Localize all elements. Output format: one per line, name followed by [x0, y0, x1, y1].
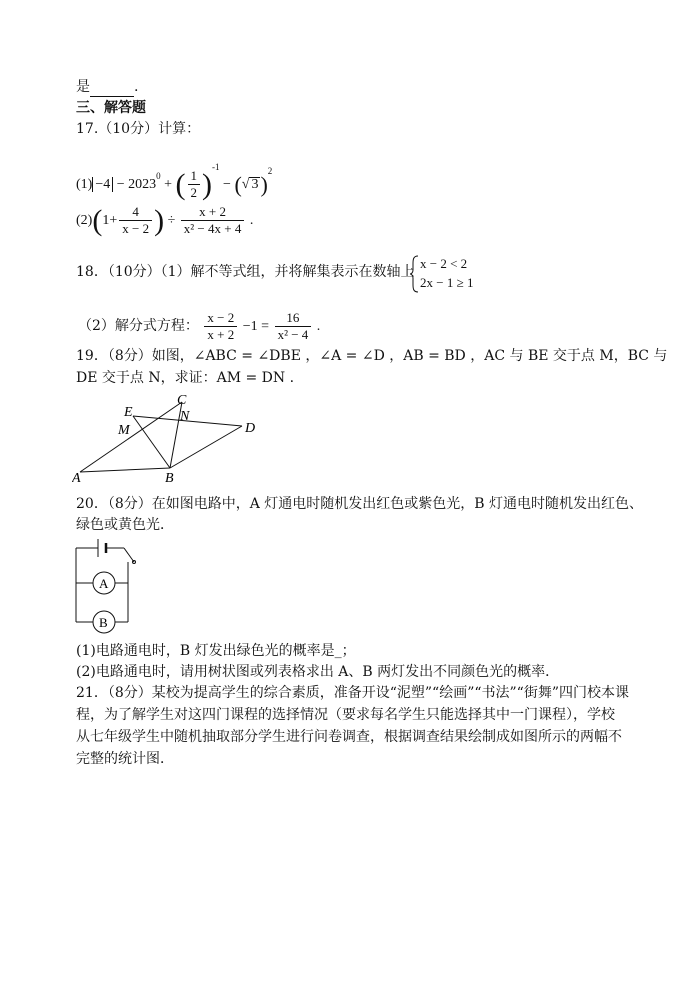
line-prefix: 是 — [76, 79, 90, 95]
inequality-system — [410, 254, 480, 294]
part-label: (1) — [76, 177, 93, 192]
question-17-part-2 — [76, 203, 253, 239]
fraction-4-over-x-minus-2 — [119, 204, 152, 237]
left-paren: ( — [175, 167, 186, 201]
lamp-b-label: B — [99, 615, 108, 630]
fraction-left — [204, 310, 237, 343]
segment-AB — [80, 468, 170, 472]
switch-lever — [124, 548, 134, 562]
period: . — [316, 319, 321, 334]
sqrt-radicand: 3 — [251, 177, 259, 192]
plus-sign: + — [164, 177, 173, 192]
denominator: x − 2 — [122, 221, 150, 237]
sqrt-sign: √ — [241, 177, 250, 192]
label-M: M — [118, 423, 130, 438]
fraction-one-half — [188, 168, 201, 201]
question-20-part-1: (1)电路通电时，B 灯发出绿色光的概率是_； — [76, 643, 356, 659]
right-paren: ) — [260, 171, 268, 197]
denominator: 2 — [190, 185, 198, 201]
divide-sign: ÷ — [167, 213, 176, 228]
section-heading: 三、解答题 — [76, 100, 146, 116]
numerator: 1 — [188, 168, 201, 185]
denominator: x² − 4 — [277, 327, 309, 343]
minus-one-equals: −1 = — [242, 319, 270, 334]
right-paren: ) — [154, 203, 165, 237]
geometry-figure — [72, 392, 272, 484]
question-18-part-2 — [78, 308, 320, 345]
fill-blank-line — [76, 77, 138, 97]
right-paren: ) — [202, 167, 213, 201]
absolute-value: −4 — [92, 177, 113, 192]
question-19-line-1: 19．（8分）如图，∠ABC = ∠DBE ，∠A = ∠D ，AB = BD ，AC 与 BE 交于点 M，BC 与 — [76, 348, 668, 364]
question-19-line-2: DE 交于点 N，求证：AM = DN . — [76, 370, 295, 386]
inequality-2: 2x − 1 ≥ 1 — [420, 275, 474, 290]
label-A: A — [72, 471, 81, 484]
question-20-part-2: (2)电路通电时，请用树状图或列表格求出 A、B 两灯发出不同颜色光的概率． — [76, 664, 560, 680]
part-label: (2) — [76, 213, 93, 228]
segment-BD — [170, 426, 242, 468]
inequality-1: x − 2 < 2 — [420, 256, 468, 271]
period: . — [249, 213, 254, 228]
minus-year: − 2023 — [116, 177, 157, 192]
one-plus: 1+ — [102, 213, 118, 228]
minus-sign: − — [223, 177, 231, 192]
question-17-part-1 — [76, 150, 272, 202]
numerator: x + 2 — [181, 204, 245, 221]
exponent-neg-one: -1 — [212, 162, 220, 172]
label-C: C — [177, 393, 187, 408]
label-E: E — [124, 405, 133, 420]
segment-BE — [133, 416, 170, 468]
question-20-line-1: 20．（8分）在如图电路中，A 灯通电时随机发出红色或紫色光，B 灯通电时随机发出红色、 — [76, 496, 644, 512]
numerator: 4 — [119, 204, 152, 221]
question-21-line-1: 21．（8分）某校为提高学生的综合素质，准备开设“泥塑”“绘画”“书法”“街舞”四门校本课 — [76, 685, 629, 701]
question-18-title: 18．（10分）（1）解不等式组，并将解集表示在数轴上 — [76, 264, 415, 280]
exponent-two: 2 — [267, 166, 273, 176]
part-label: （2）解分式方程： — [78, 318, 199, 334]
numerator: x − 2 — [204, 310, 237, 327]
label-N: N — [180, 409, 190, 424]
fraction-second — [181, 204, 245, 237]
exponent-zero: 0 — [156, 171, 161, 181]
denominator: x² − 4x + 4 — [183, 221, 242, 237]
question-17-title: 17.（10分）计算： — [76, 121, 201, 137]
question-21-line-3: 从七年级学生中随机抽取部分学生进行问卷调查，根据调查结果绘制成如图所示的两幅不 — [76, 729, 622, 745]
question-20-line-2: 绿色或黄色光． — [76, 517, 174, 533]
label-B: B — [165, 471, 174, 484]
numerator: 16 — [275, 310, 312, 327]
label-D: D — [245, 421, 256, 436]
fraction-right — [275, 310, 312, 343]
lamp-a-label: A — [99, 576, 109, 591]
left-paren: ( — [234, 171, 242, 197]
denominator: x + 2 — [207, 327, 235, 343]
answer-blank — [90, 82, 134, 97]
question-21-line-2: 程，为了解学生对这四门课程的选择情况（要求每名学生只能选择其中一门课程），学校 — [76, 707, 615, 723]
line-suffix: . — [134, 79, 139, 95]
question-21-line-4: 完整的统计图． — [76, 751, 174, 767]
circuit-diagram — [70, 536, 150, 640]
left-paren: ( — [92, 203, 103, 237]
